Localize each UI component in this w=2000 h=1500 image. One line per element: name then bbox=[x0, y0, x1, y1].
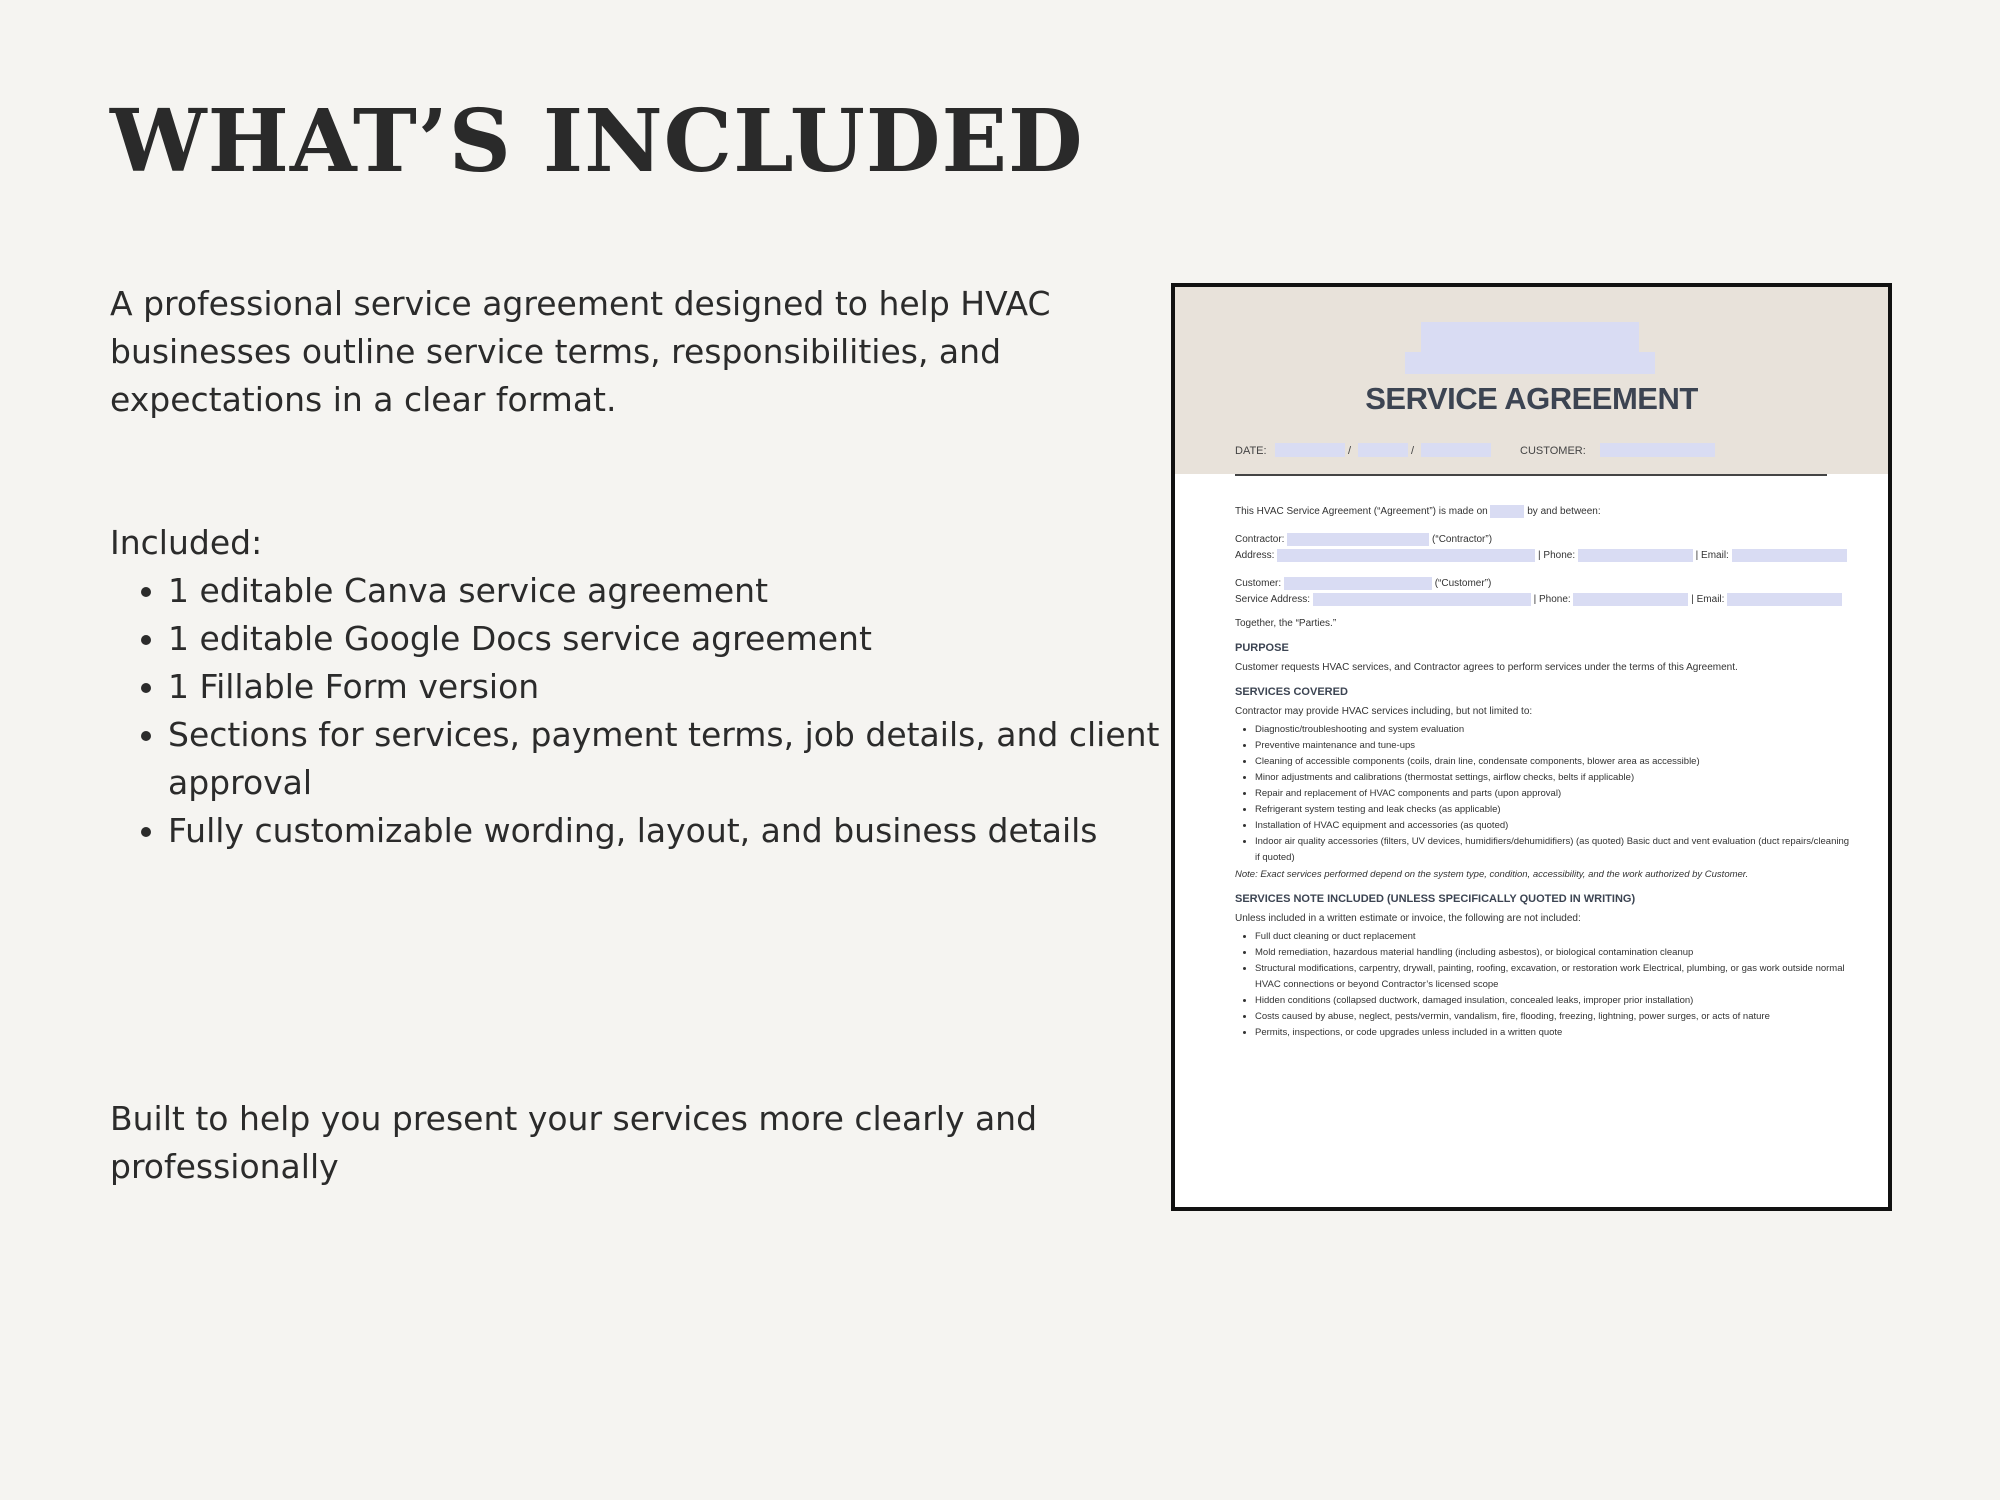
purpose-text: Customer requests HVAC services, and Contractor agrees to perform services under the terms of this Agreement. bbox=[1235, 662, 1738, 673]
phone-label: | Phone: bbox=[1538, 550, 1576, 562]
parties-text: Together, the “Parties.” bbox=[1235, 618, 1337, 629]
closing-paragraph: Built to help you present your services more clearly and professionally bbox=[110, 1099, 1038, 1186]
date-field[interactable] bbox=[1275, 443, 1345, 457]
contractor-label: Contractor: bbox=[1235, 534, 1285, 546]
logo-placeholder bbox=[1421, 322, 1639, 352]
intro-paragraph: A professional service agreement designed to help HVAC businesses outline service terms, responsibilities, and expectations in a clear format. bbox=[110, 284, 1051, 419]
document-body bbox=[1235, 505, 1855, 1043]
services-covered-heading: SERVICES COVERED bbox=[1235, 686, 1348, 698]
document-preview bbox=[1171, 283, 1892, 1211]
purpose-heading: PURPOSE bbox=[1235, 642, 1289, 654]
email-field[interactable] bbox=[1727, 593, 1842, 606]
service-address-field[interactable] bbox=[1313, 593, 1531, 606]
address-label: Address: bbox=[1235, 550, 1275, 562]
service-address-label: Service Address: bbox=[1235, 594, 1311, 606]
agreement-date-field[interactable] bbox=[1490, 505, 1524, 518]
document-title: SERVICE AGREEMENT bbox=[1365, 381, 1698, 416]
not-included-intro: Unless included in a written estimate or invoice, the following are not included: bbox=[1235, 913, 1581, 924]
list-item: • Costs caused by abuse, neglect, pests/vermin, vandalism, fire, flooding, freezing, lightning, power surges, or acts of nature bbox=[1255, 1009, 1855, 1025]
list-item: • Refrigerant system testing and leak checks (as applicable) bbox=[1255, 802, 1855, 818]
list-item: • Full duct cleaning or duct replacement bbox=[1255, 929, 1855, 945]
date-field[interactable] bbox=[1421, 443, 1491, 457]
list-item: • Sections for services, payment terms, job details, and client approval bbox=[168, 711, 1218, 807]
agreement-intro: This HVAC Service Agreement (“Agreement”) is made on bbox=[1235, 506, 1488, 518]
phone-label: | Phone: bbox=[1533, 594, 1571, 606]
list-item: • Repair and replacement of HVAC components and parts (upon approval) bbox=[1255, 786, 1855, 802]
list-item: • Hidden conditions (collapsed ductwork, damaged insulation, concealed leaks, improper prior installation) bbox=[1255, 993, 1855, 1009]
customer-tag: (“Customer”) bbox=[1434, 578, 1492, 590]
document-header bbox=[1175, 287, 1888, 474]
phone-field[interactable] bbox=[1578, 549, 1693, 562]
list-item: • Fully customizable wording, layout, and business details bbox=[168, 807, 1218, 855]
date-field[interactable] bbox=[1358, 443, 1408, 457]
list-item: • Diagnostic/troubleshooting and system evaluation bbox=[1255, 722, 1855, 738]
logo-placeholder bbox=[1405, 352, 1655, 374]
list-item: • Permits, inspections, or code upgrades unless included in a written quote bbox=[1255, 1025, 1855, 1041]
customer-label: CUSTOMER: bbox=[1520, 445, 1586, 457]
services-note: Note: Exact services performed depend on the system type, condition, accessibility, and the work authorized by Customer. bbox=[1235, 869, 1749, 880]
customer-field[interactable] bbox=[1600, 443, 1715, 457]
date-separator: / bbox=[1348, 445, 1352, 457]
list-item: • Cleaning of accessible components (coils, drain line, condensate components, blower area as accessible) bbox=[1255, 754, 1855, 770]
list-item: • 1 editable Google Docs service agreement bbox=[168, 615, 1218, 663]
list-item: • Minor adjustments and calibrations (thermostat settings, airflow checks, belts if applicable) bbox=[1255, 770, 1855, 786]
customer-name-field[interactable] bbox=[1284, 577, 1432, 590]
included-label: Included: bbox=[110, 523, 263, 562]
list-item: • Indoor air quality accessories (filters, UV devices, humidifiers/dehumidifiers) (as quoted) Basic duct and vent evaluation (duct repairs/cleaning if quoted) bbox=[1255, 834, 1855, 866]
customer-label: Customer: bbox=[1235, 578, 1282, 590]
contractor-tag: (“Contractor”) bbox=[1432, 534, 1493, 546]
date-separator: / bbox=[1411, 445, 1415, 457]
phone-field[interactable] bbox=[1573, 593, 1688, 606]
agreement-intro-suffix: by and between: bbox=[1527, 506, 1601, 518]
list-item: • Mold remediation, hazardous material handling (including asbestos), or biological contamination cleanup bbox=[1255, 945, 1855, 961]
address-field[interactable] bbox=[1277, 549, 1535, 562]
list-item: • 1 Fillable Form version bbox=[168, 663, 1218, 711]
email-label: | Email: bbox=[1691, 594, 1725, 606]
contractor-field[interactable] bbox=[1287, 533, 1429, 546]
not-included-list bbox=[1235, 929, 1855, 1041]
page-title: WHAT’S INCLUDED bbox=[110, 91, 1084, 192]
services-covered-list bbox=[1235, 722, 1855, 866]
date-label: DATE: bbox=[1235, 445, 1267, 457]
list-item: • Structural modifications, carpentry, drywall, painting, roofing, excavation, or restoration work Electrical, plumbing, or gas work outside normal HVAC connections or beyond Contractor’s licensed scope bbox=[1255, 961, 1855, 993]
not-included-heading: SERVICES NOTE INCLUDED (UNLESS SPECIFICALLY QUOTED IN WRITING) bbox=[1235, 893, 1636, 905]
included-list bbox=[110, 567, 1218, 855]
services-covered-intro: Contractor may provide HVAC services including, but not limited to: bbox=[1235, 706, 1533, 717]
header-divider bbox=[1235, 474, 1827, 476]
email-field[interactable] bbox=[1732, 549, 1847, 562]
list-item: • Preventive maintenance and tune-ups bbox=[1255, 738, 1855, 754]
list-item: • Installation of HVAC equipment and accessories (as quoted) bbox=[1255, 818, 1855, 834]
list-item: • 1 editable Canva service agreement bbox=[168, 567, 1218, 615]
email-label: | Email: bbox=[1695, 550, 1729, 562]
